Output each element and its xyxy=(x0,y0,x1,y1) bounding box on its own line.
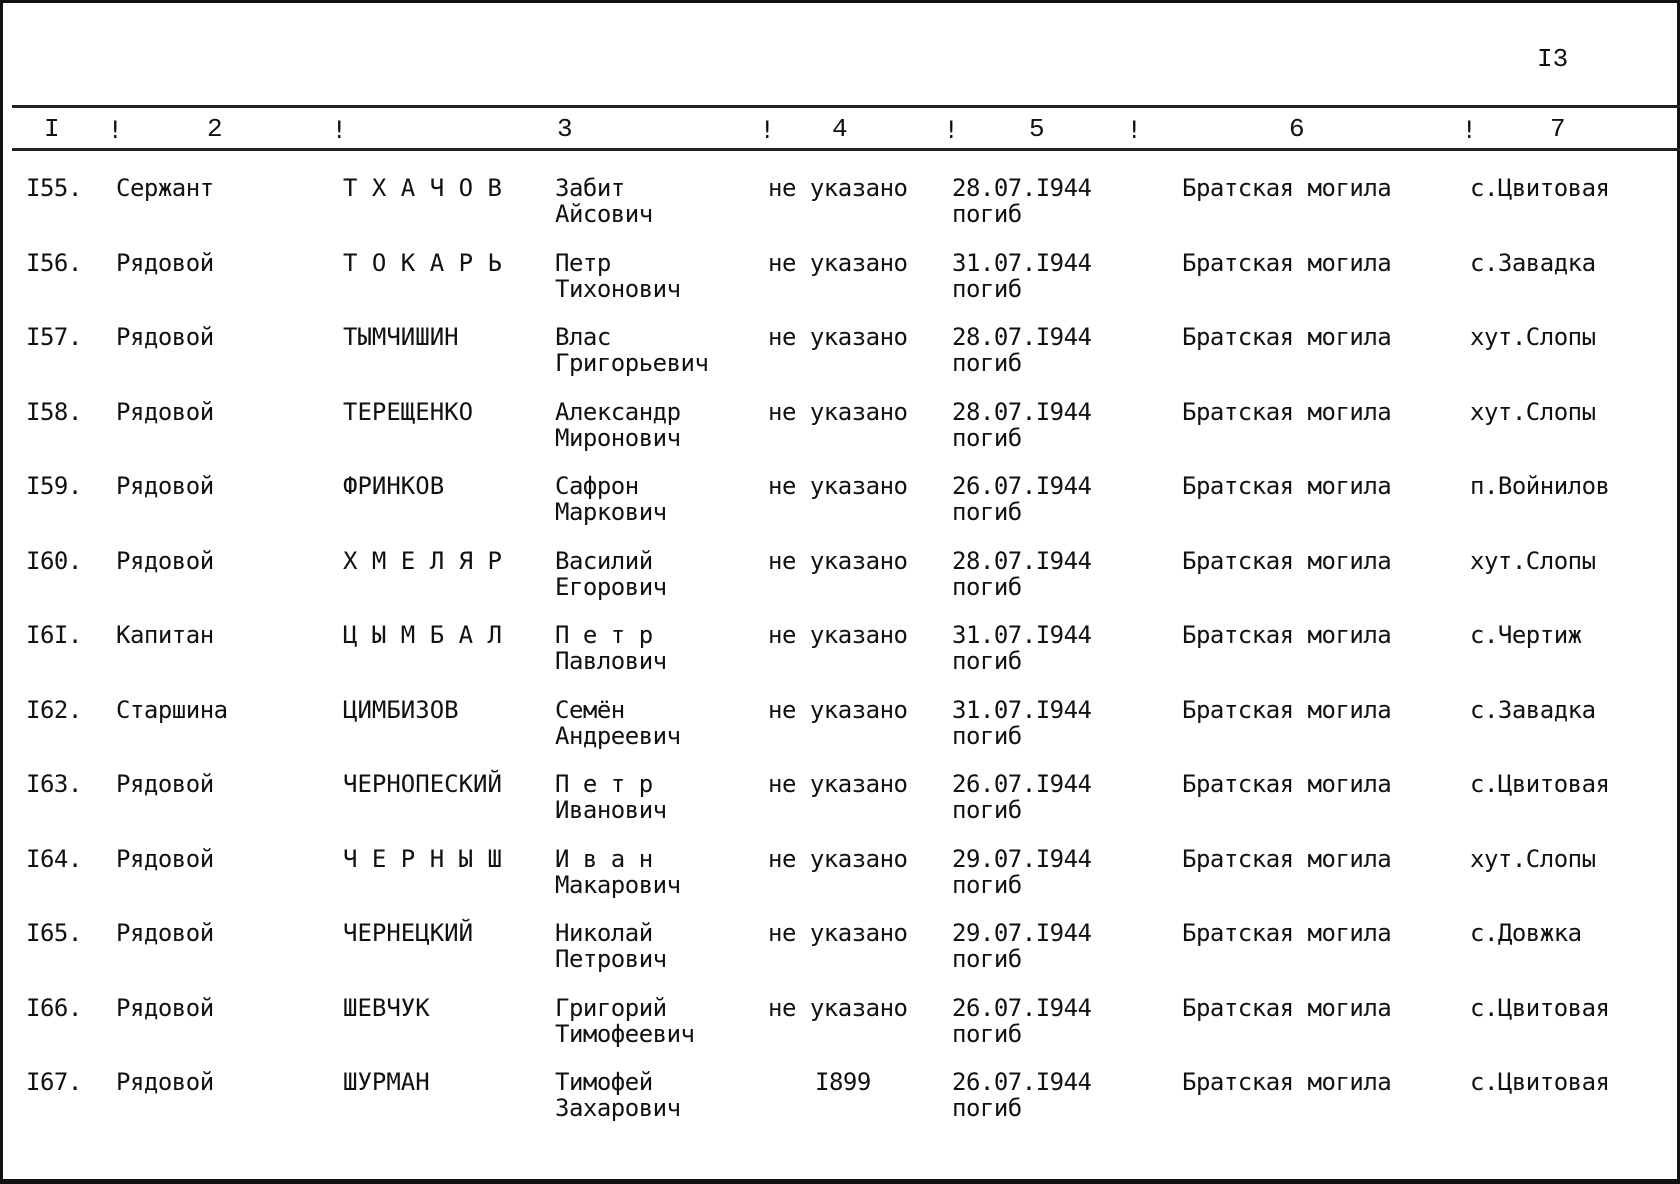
death-date: 28.07.I944 xyxy=(952,397,1092,426)
military-rank: Рядовой xyxy=(116,770,214,798)
burial-place: хут.Слопы xyxy=(1470,323,1596,351)
patronymic: Миронович xyxy=(555,423,681,452)
name-cell xyxy=(555,771,667,823)
name-cell xyxy=(555,846,681,898)
death-status: погиб xyxy=(952,200,1022,228)
death-cell xyxy=(952,771,1092,823)
surname: Ч Е Р Н Ы Ш xyxy=(343,844,502,873)
page-border-bottom xyxy=(0,1179,1680,1184)
death-date: 26.07.I944 xyxy=(952,770,1092,798)
death-date: 26.07.I944 xyxy=(952,993,1092,1022)
birth-year: не указано xyxy=(768,844,908,873)
first-name: Сафрон xyxy=(555,472,639,500)
table-row xyxy=(0,548,1680,622)
surname: ТЕРЕЩЕНКО xyxy=(343,397,474,426)
birth-year: не указано xyxy=(768,397,908,426)
death-cell xyxy=(952,697,1092,749)
birth-year: не указано xyxy=(768,546,908,575)
burial-type: Братская могила xyxy=(1182,770,1392,798)
first-name: Семён xyxy=(555,695,625,724)
birth-year: не указано xyxy=(768,770,908,798)
surname: ТЫМЧИШИН xyxy=(343,323,459,351)
surname: ШЕВЧУК xyxy=(343,993,430,1022)
burial-type: Братская могила xyxy=(1182,248,1392,277)
birth-year: не указано xyxy=(768,248,908,277)
name-cell xyxy=(555,473,667,525)
military-rank: Рядовой xyxy=(116,919,214,947)
name-cell xyxy=(555,697,681,749)
death-date: 29.07.I944 xyxy=(952,844,1092,873)
military-rank: Рядовой xyxy=(116,844,214,873)
patronymic: Егорович xyxy=(555,572,667,601)
birth-year: не указано xyxy=(768,323,908,351)
death-cell xyxy=(952,175,1092,227)
column-separator: ! xyxy=(944,116,959,144)
column-separator: ! xyxy=(332,116,347,144)
death-cell xyxy=(952,548,1092,600)
death-date: 31.07.I944 xyxy=(952,695,1092,724)
first-name: Александр xyxy=(555,397,681,426)
death-status: погиб xyxy=(952,870,1022,899)
death-date: 31.07.I944 xyxy=(952,248,1092,277)
first-name: Григорий xyxy=(555,993,667,1022)
table-row xyxy=(0,697,1680,771)
death-status: погиб xyxy=(952,423,1022,452)
burial-place: с.Цвитовая xyxy=(1470,1068,1610,1096)
table-row xyxy=(0,771,1680,845)
table-row xyxy=(0,622,1680,696)
military-rank: Рядовой xyxy=(116,1068,214,1096)
table-row xyxy=(0,324,1680,398)
birth-year: I899 xyxy=(815,1068,871,1096)
table-row xyxy=(0,1069,1680,1143)
burial-type: Братская могила xyxy=(1182,695,1392,724)
death-date: 28.07.I944 xyxy=(952,174,1092,202)
first-name: Влас xyxy=(555,323,611,351)
burial-place: с.Чертиж xyxy=(1470,621,1582,649)
military-rank: Рядовой xyxy=(116,397,214,426)
first-name: И в а н xyxy=(555,844,653,873)
record-number: I63. xyxy=(26,770,82,798)
death-date: 28.07.I944 xyxy=(952,546,1092,575)
death-date: 26.07.I944 xyxy=(952,472,1092,500)
patronymic: Григорьевич xyxy=(555,349,709,377)
surname: ФРИНКОВ xyxy=(343,472,445,500)
patronymic: Макарович xyxy=(555,870,681,899)
death-cell xyxy=(952,1069,1092,1121)
column-header-1: I xyxy=(44,114,60,144)
column-separator: ! xyxy=(108,116,123,144)
burial-place: хут.Слопы xyxy=(1470,546,1596,575)
column-header-7: 7 xyxy=(1550,114,1566,144)
name-cell xyxy=(555,175,653,227)
military-rank: Сержант xyxy=(116,174,214,202)
death-status: погиб xyxy=(952,1094,1022,1122)
death-cell xyxy=(952,250,1092,302)
birth-year: не указано xyxy=(768,919,908,947)
first-name: Николай xyxy=(555,919,653,947)
death-date: 31.07.I944 xyxy=(952,621,1092,649)
record-number: I56. xyxy=(26,248,82,277)
death-date: 26.07.I944 xyxy=(952,1068,1092,1096)
burial-place: п.Войнилов xyxy=(1470,472,1610,500)
first-name: Петр xyxy=(555,248,611,277)
death-status: погиб xyxy=(952,572,1022,601)
surname: ЧЕРНОПЕСКИЙ xyxy=(343,770,502,798)
burial-type: Братская могила xyxy=(1182,844,1392,873)
record-number: I64. xyxy=(26,844,82,873)
death-cell xyxy=(952,473,1092,525)
table-row xyxy=(0,250,1680,324)
patronymic: Петрович xyxy=(555,945,667,973)
column-header-3: 3 xyxy=(557,114,573,144)
death-cell xyxy=(952,399,1092,451)
burial-place: хут.Слопы xyxy=(1470,844,1596,873)
death-status: погиб xyxy=(952,796,1022,824)
surname: Ц Ы М Б А Л xyxy=(343,621,502,649)
death-cell xyxy=(952,995,1092,1047)
first-name: Василий xyxy=(555,546,653,575)
name-cell xyxy=(555,324,708,376)
surname: Т О К А Р Ь xyxy=(343,248,502,277)
record-number: I66. xyxy=(26,993,82,1022)
column-separator: ! xyxy=(1127,116,1142,144)
first-name: П е т р xyxy=(555,621,653,649)
birth-year: не указано xyxy=(768,621,908,649)
first-name: Тимофей xyxy=(555,1068,653,1096)
surname: ШУРМАН xyxy=(343,1068,430,1096)
name-cell xyxy=(555,399,681,451)
death-cell xyxy=(952,920,1092,972)
record-number: I67. xyxy=(26,1068,82,1096)
burial-type: Братская могила xyxy=(1182,323,1392,351)
table-row xyxy=(0,473,1680,547)
column-separator: ! xyxy=(1462,116,1477,144)
burial-type: Братская могила xyxy=(1182,1068,1392,1096)
patronymic: Айсович xyxy=(555,200,653,228)
military-rank: Рядовой xyxy=(116,546,214,575)
death-date: 29.07.I944 xyxy=(952,919,1092,947)
death-cell xyxy=(952,324,1092,376)
burial-place: с.Цвитовая xyxy=(1470,993,1610,1022)
death-status: погиб xyxy=(952,721,1022,750)
record-number: I6I. xyxy=(26,621,82,649)
name-cell xyxy=(555,622,667,674)
burial-place: с.Завадка xyxy=(1470,695,1596,724)
table-row xyxy=(0,175,1680,249)
military-rank: Рядовой xyxy=(116,993,214,1022)
patronymic: Андреевич xyxy=(555,721,681,750)
record-number: I59. xyxy=(26,472,82,500)
patronymic: Захарович xyxy=(555,1094,681,1122)
birth-year: не указано xyxy=(768,695,908,724)
table-row xyxy=(0,846,1680,920)
record-number: I60. xyxy=(26,546,82,575)
header-bottom-rule xyxy=(12,148,1680,151)
burial-type: Братская могила xyxy=(1182,397,1392,426)
record-number: I55. xyxy=(26,174,82,202)
record-number: I58. xyxy=(26,397,82,426)
patronymic: Маркович xyxy=(555,498,667,526)
name-cell xyxy=(555,250,681,302)
patronymic: Тимофеевич xyxy=(555,1019,695,1048)
death-date: 28.07.I944 xyxy=(952,323,1092,351)
death-status: погиб xyxy=(952,1019,1022,1048)
name-cell xyxy=(555,995,695,1047)
name-cell xyxy=(555,920,667,972)
death-status: погиб xyxy=(952,349,1022,377)
birth-year: не указано xyxy=(768,993,908,1022)
burial-place: с.Довжка xyxy=(1470,919,1582,947)
record-number: I65. xyxy=(26,919,82,947)
column-header-5: 5 xyxy=(1029,114,1045,144)
death-status: погиб xyxy=(952,945,1022,973)
military-rank: Рядовой xyxy=(116,248,214,277)
column-header-6: 6 xyxy=(1289,114,1305,144)
surname: Х М Е Л Я Р xyxy=(343,546,502,575)
name-cell xyxy=(555,1069,681,1121)
patronymic: Тихонович xyxy=(555,274,681,303)
death-status: погиб xyxy=(952,274,1022,303)
burial-type: Братская могила xyxy=(1182,919,1392,947)
birth-year: не указано xyxy=(768,174,908,202)
first-name: Забит xyxy=(555,174,625,202)
patronymic: Павлович xyxy=(555,647,667,675)
column-header-2: 2 xyxy=(207,114,223,144)
header-top-rule xyxy=(12,105,1680,108)
first-name: П е т р xyxy=(555,770,653,798)
patronymic: Иванович xyxy=(555,796,667,824)
page-border-top xyxy=(0,0,1680,3)
burial-type: Братская могила xyxy=(1182,472,1392,500)
page-number: I3 xyxy=(1537,44,1569,74)
military-rank: Старшина xyxy=(116,695,228,724)
military-rank: Рядовой xyxy=(116,323,214,351)
death-status: погиб xyxy=(952,498,1022,526)
surname: Т Х А Ч О В xyxy=(343,174,502,202)
burial-place: хут.Слопы xyxy=(1470,397,1596,426)
burial-type: Братская могила xyxy=(1182,621,1392,649)
burial-place: с.Завадка xyxy=(1470,248,1596,277)
burial-type: Братская могила xyxy=(1182,546,1392,575)
record-number: I62. xyxy=(26,695,82,724)
military-rank: Капитан xyxy=(116,621,214,649)
table-row xyxy=(0,399,1680,473)
death-status: погиб xyxy=(952,647,1022,675)
birth-year: не указано xyxy=(768,472,908,500)
death-cell xyxy=(952,622,1092,674)
name-cell xyxy=(555,548,667,600)
record-number: I57. xyxy=(26,323,82,351)
column-separator: ! xyxy=(760,116,775,144)
death-cell xyxy=(952,846,1092,898)
burial-place: с.Цвитовая xyxy=(1470,174,1610,202)
burial-type: Братская могила xyxy=(1182,174,1392,202)
column-header-4: 4 xyxy=(832,114,848,144)
surname: ЧЕРНЕЦКИЙ xyxy=(343,919,474,947)
table-row xyxy=(0,920,1680,994)
burial-place: с.Цвитовая xyxy=(1470,770,1610,798)
surname: ЦИМБИЗОВ xyxy=(343,695,459,724)
military-rank: Рядовой xyxy=(116,472,214,500)
burial-type: Братская могила xyxy=(1182,993,1392,1022)
table-row xyxy=(0,995,1680,1069)
